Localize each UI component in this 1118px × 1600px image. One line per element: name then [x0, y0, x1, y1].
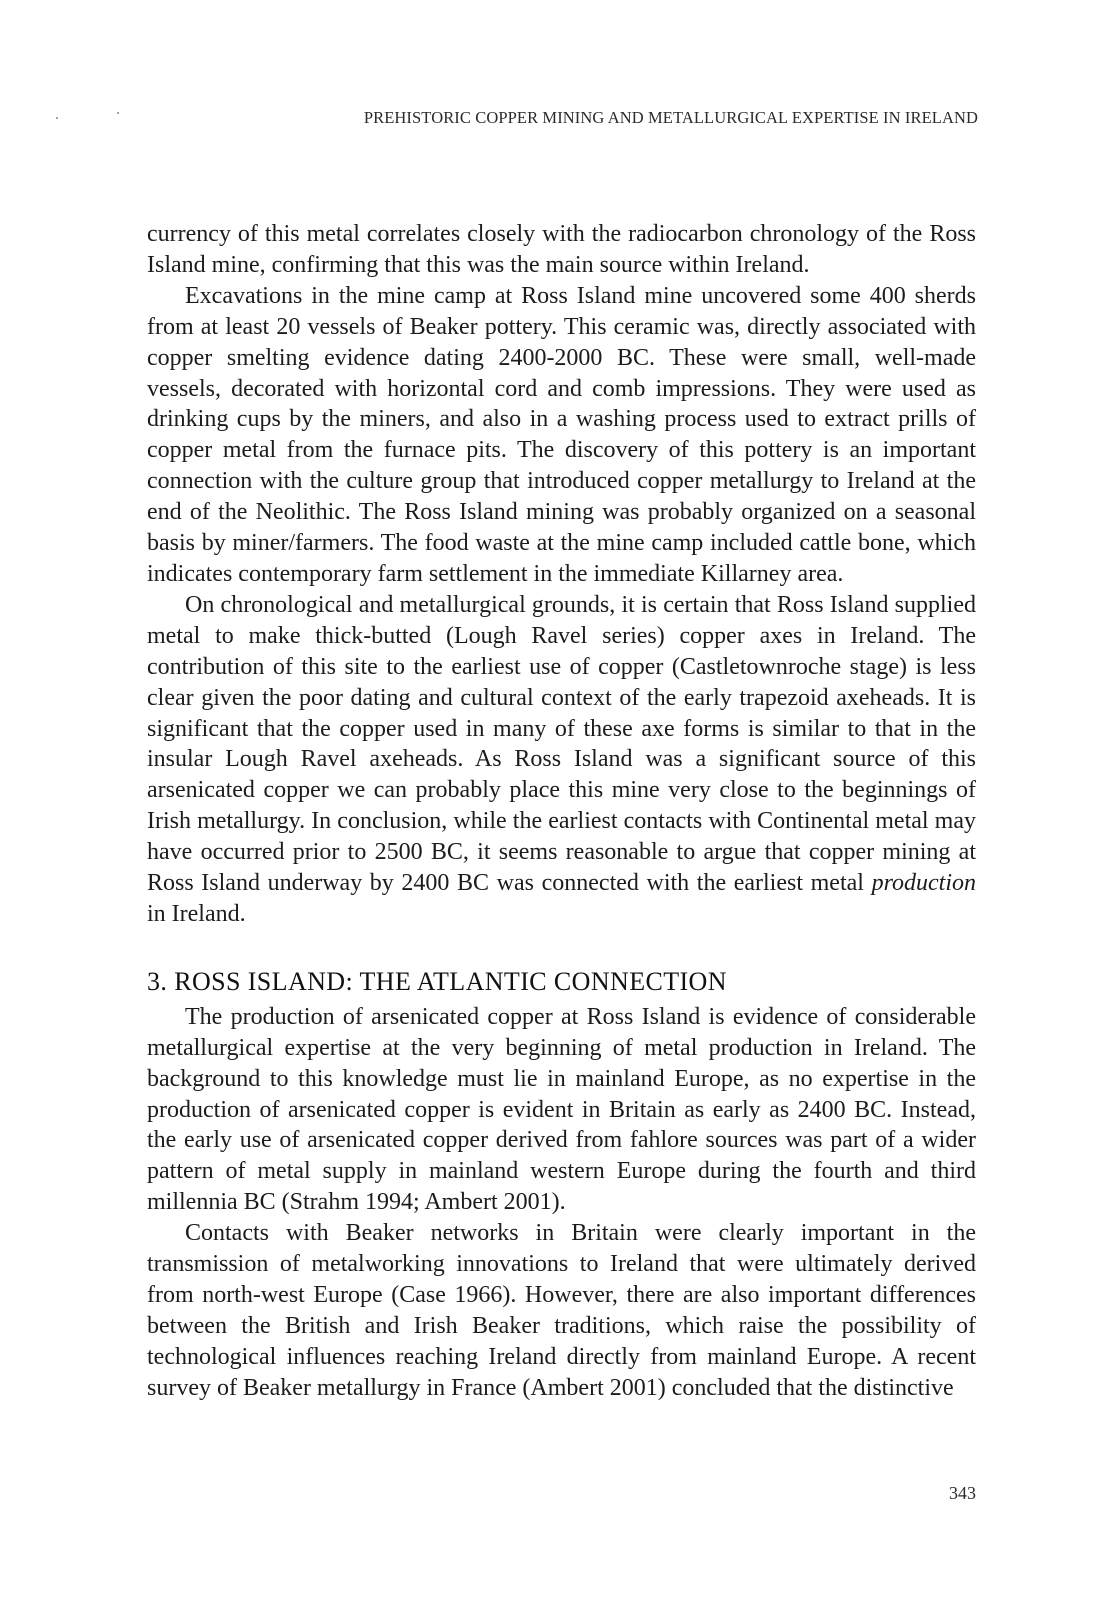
paragraph-5: Contacts with Beaker networks in Britain were clearly important in the transmission of metalworking innovations to Ireland that were ultimately derived from north-west Europe (Case 1966). However, there are also important differences between the British and Irish Beaker traditions, which raise the possibility of technological influences reaching Ireland directly from mainland Europe. A recent survey of Beaker metallurgy in France (Ambert 2001) concluded that the distinctive [147, 1220, 976, 1401]
emphasis-production: production [871, 870, 976, 897]
section-heading: 3. ROSS ISLAND: THE ATLANTIC CONNECTION [147, 966, 727, 996]
running-head: PREHISTORIC COPPER MINING AND METALLURGICAL EXPERTISE IN IRELAND [363, 108, 978, 127]
paragraph-3 [147, 590, 976, 930]
page-number: 343 [949, 1483, 976, 1503]
scan-speck [56, 117, 58, 119]
paragraph-4: The production of arsenicated copper at Ross Island is evidence of considerable metallurgical expertise at the very beginning of metal production in Ireland. The background to this knowledge must lie in mainland Europe, as no expertise in the production of arsenicated copper is evident in Britain as early as 2400 BC. Instead, the early use of arsenicated copper derived from fahlore sources was part of a wider pattern of metal supply in mainland western Europe during the fourth and third millennia BC (Strahm 1994; Ambert 2001). [147, 1003, 976, 1216]
scan-speck [117, 112, 119, 114]
body-text [147, 219, 976, 1404]
paragraph-3-end: in Ireland. [147, 900, 246, 927]
paragraph-1: currency of this metal correlates closely with the radiocarbon chronology of the Ross Island mine, confirming that this was the main source within Ireland. [147, 221, 976, 278]
paragraph-2: Excavations in the mine camp at Ross Island mine uncovered some 400 sherds from at least 20 vessels of Beaker pottery. This ceramic was, directly associated with copper smelting evidence dating 2400-2000 BC. These were small, well-made vessels, decorated with horizontal cord and comb impressions. They were used as drinking cups by the miners, and also in a washing process used to extract prills of copper metal from the furnace pits. The discovery of this pottery is an important connection with the culture group that introduced copper metallurgy to Ireland at the end of the Neolithic. The Ross Island mining was probably organized on a seasonal basis by miner/farmers. The food waste at the mine camp included cattle bone, which indicates contemporary farm settlement in the immediate Killarney area. [147, 282, 976, 587]
paragraph-3-text: On chronological and metallurgical grounds, it is certain that Ross Island supplied metal to make thick-butted (Lough Ravel series) copper axes in Ireland. The contribution of this site to the earliest use of copper (Castletownroche stage) is less clear given the poor dating and cultural context of the early trapezoid axeheads. It is significant that the copper used in many of these axe forms is similar to that in the insular Lough Ravel axeheads. As Ross Island was a significant source of this arsenicated copper we can probably place this mine very close to the beginnings of Irish metallurgy. In conclusion, while the earliest contacts with Continental metal may have occurred prior to 2500 BC, it seems reasonable to argue that copper mining at Ross Island underway by 2400 BC was connected with the earliest metal [147, 591, 976, 897]
